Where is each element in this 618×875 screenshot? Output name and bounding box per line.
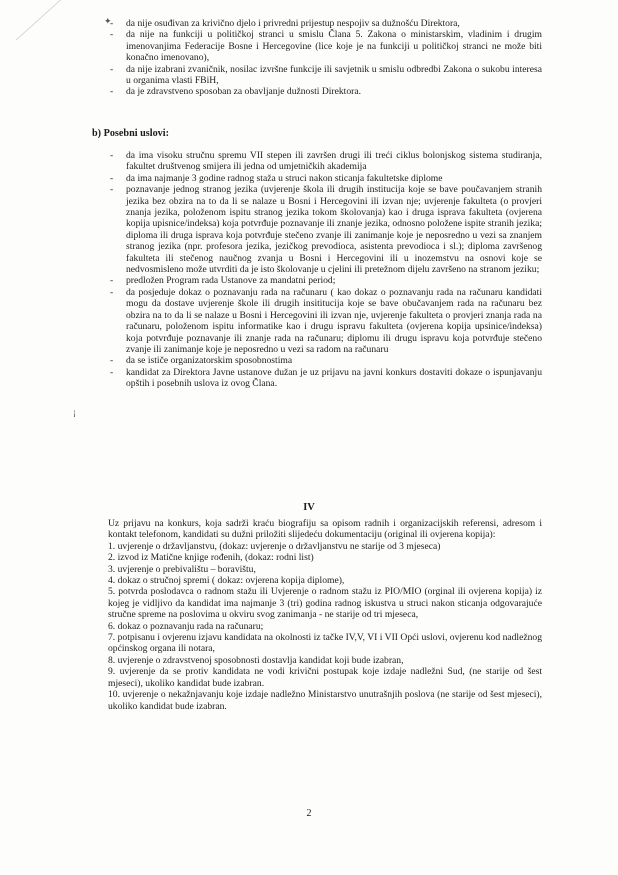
list-item: - da se ističe organizatorskim sposobnostima bbox=[110, 355, 542, 366]
list-item: - da nije izabrani zvaničnik, nosilac izvršne funkcije ili savjetnik u smislu odbredbi Zakona o sukobu interesa u organima vlasti FBiH, bbox=[110, 64, 542, 87]
list-item: 9. uvjerenje da se protiv kandidata ne vodi krivični postupak koje izdaje nadležni Sud, (ne starije od šest mjeseci), ukoliko kandidat bude izabran. bbox=[108, 666, 542, 689]
list-item: - da nije osuđivan za krivično djelo i privredni prijestup nespojiv sa dužnošću Direktora, bbox=[110, 18, 542, 29]
list-item: - da posjeduje dokaz o poznavanju rada na računaru ( kao dokaz o poznavanju rada na računaru kandidati mogu da dostave uvjerenje škole ili drugih insititucija koje se bave obučavanjem rada na računaru bez obzira na to da li se nalaze u Bosni i Hercegovini ili izvan nje, uvjerenje fakulteta o provjeri znanja rada na računaru, položenom ispitu informatike kao i drugu ispravu fakulteta (ovjerena kopija upsinice/indeksa) koja potvrđuje poznavanje ili znanje rada na računaru; diplomu ili drugu ispravu koja potvrđuje stečeno zvanje ili zanimanje koje je neposredno u vezi sa radom na računaru bbox=[110, 287, 542, 355]
list-item: 7. potpisanu i ovjerenu izjavu kandidata na okolnosti iz tačke IV,V, VI i VII Opći uslovi, ovjerenu kod nadležnog općinskog organa ili notara, bbox=[108, 632, 542, 655]
section-iv-heading: IV bbox=[303, 502, 315, 513]
list-item: - da ima najmanje 3 godine radnog staža u struci nakon sticanja fakultetske diplome bbox=[110, 173, 542, 184]
list-item: 5. potvrda poslodavca o radnom stažu ili Uvjerenje o radnom stažu iz PIO/MIO (orginal ili ovjerena kopija) iz kojeg je vidljivo da kandidat ima najmanje 3 (tri) godina radnog iskustva u struci nakon sticanja odgovarajuće stručne spreme na poslovima u okviru svog zanimanja - ne starije od tri mjeseca, bbox=[108, 586, 542, 621]
page-number: 2 bbox=[306, 808, 312, 819]
section-iv-body bbox=[108, 518, 542, 712]
list-item: 4. dokaz o stručnoj spremi ( dokaz: ovjerena kopija diplome), bbox=[108, 575, 345, 587]
list-item: 2. izvod iz Matične knjige rođenih, (dokaz: rodni list) bbox=[108, 552, 314, 564]
list-item: - da je zdravstveno sposoban za obavljanje dužnosti Direktora. bbox=[110, 86, 542, 97]
list-item: - kandidat za Direktora Javne ustanove dužan je uz prijavu na javni konkurs dostaviti dokaze o ispunjavanju opštih i posebnih uslova iz ovog Člana. bbox=[110, 367, 542, 390]
list-item: - predložen Program rada Ustanove za mandatni period; bbox=[110, 275, 542, 286]
list-item: - da ima visoku stručnu spremu VII stepen ili završen drugi ili treći ciklus bolonjskog sistema studiranja, fakultet društvenog smijera ili jedna od umjetničkih akademija bbox=[110, 150, 542, 173]
section-b-title: b) Posebni uslovi: bbox=[92, 128, 169, 139]
side-mark: ¡ bbox=[73, 407, 76, 417]
general-conditions-list bbox=[110, 18, 542, 98]
list-item: - da nije na funkciji u političkoj stranci u smislu Člana 5. Zakona o ministarskim, vladinim i drugim imenovanjima Federacije Bosne i Hercegovine (lice koje je na funkciji u političkoj stranci ne može biti konačno imenovano), bbox=[110, 29, 542, 63]
list-item: 6. dokaz o poznavanju rada na računaru; bbox=[108, 620, 264, 632]
list-item: - poznavanje jednog stranog jezika (uvjerenje škola ili drugih institucija koje se bave poučavanjem stranih jezika bez obzira na to da li se nalaze u Bosni i Hercegovini ili izvan nje; uvjerenje fakulteta (o provjeri znanja jezika, položenom ispitu stranog jezika tokom školovanja) kao i druga isprava fakulteta (ovjerena kopija upisnice/indeksa) koja potvrđuje poznavanje ili znanje jezika, odnosno položene ispite stranih jezika; diploma ili druga isprava koja potvrđuje stečeno zvanje ili zanimanje koje je neposredno u vezi sa znanjem stranog jezika (npr. profesora jezika, jezičkog prevodioca, asistenta prevodioca i sl.); diploma završenog fakulteta ili stečenog naučnog zvanja u Bosni i Hercegovini ili u inozemstvu na osnovi koje se nedvosmisleno može utvrditi da je isto školovanje u cjelini ili pretežnom dijelu završeno na stranom jeziku; bbox=[110, 184, 542, 275]
list-item: 10. uvjerenje o nekažnjavanju koje izdaje nadležno Ministarstvo unutrašnjih poslova (ne starije od šest mjeseci), ukoliko kandidat bude izabran. bbox=[108, 689, 542, 712]
scan-fold-edge bbox=[16, 0, 106, 40]
required-documents-list bbox=[108, 541, 542, 712]
corner-mark: ✦ bbox=[104, 16, 112, 26]
section-iv-intro: Uz prijavu na konkurs, koja sadrži kraću biografiju sa opisom radnih i organizacijskih referensi, adresom i kontakt telefonom, kandidati su dužni priložiti slijedeću dokumentaciju (original ili ovjerena kopija): bbox=[108, 518, 542, 541]
list-item: 8. uvjerenje o zdravstvenoj sposobnosti dostavlja kandidat koji bude izabran, bbox=[108, 654, 404, 666]
special-conditions-list bbox=[110, 150, 542, 390]
list-item: 1. uvjerenje o državljanstvu, (dokaz: uvjerenje o državljanstvu ne starije od 3 mjeseca) bbox=[108, 540, 441, 552]
list-item: 3. uvjerenje o prebivalištu – boravištu, bbox=[108, 563, 256, 575]
